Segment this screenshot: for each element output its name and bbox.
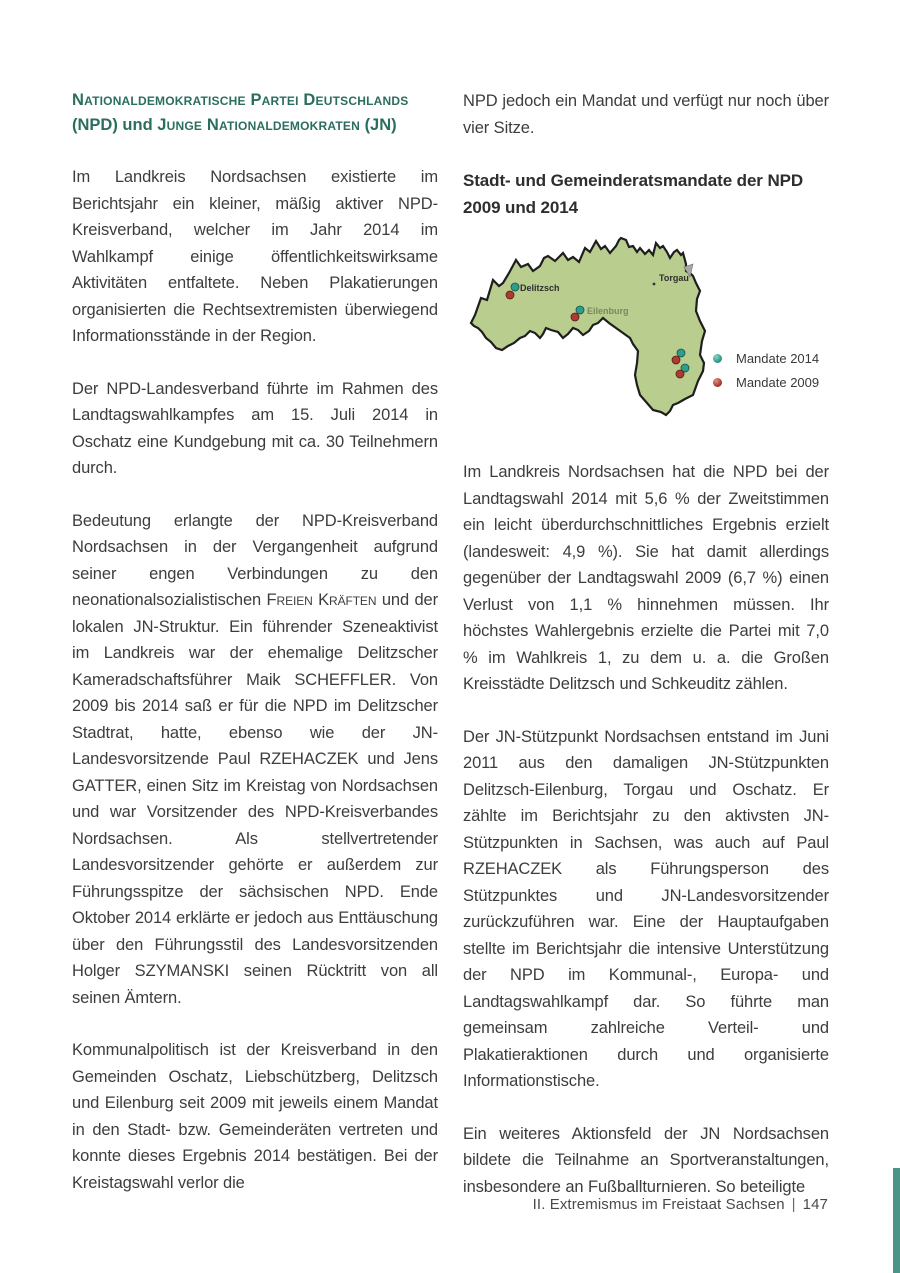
mandate-2009-dot-southeast-1 (672, 356, 680, 364)
nordsachsen-map (463, 231, 829, 443)
paragraph: NPD jedoch ein Mandat und verfügt nur noch über vier Sitze. (463, 92, 829, 137)
page-footer (72, 1196, 828, 1213)
mandate-2014-dot-delitzsch (511, 283, 519, 291)
paragraph: Ein weiteres Aktionsfeld der JN Nordsachsen bildete die Teilnahme an Sportveranstaltungen, insbesondere an Fußballturnieren. So beteiligte (463, 1124, 829, 1196)
paragraph (72, 508, 438, 1012)
mandate-2009-dot-southeast-2 (676, 370, 684, 378)
paragraph: Kommunalpolitisch ist der Kreisverband in den Gemeinden Oschatz, Liebschützberg, Delitzsch und Eilenburg seit 2009 mit jeweils einem Mandat in den Stadt- bzw. Gemeinderäten vertreten und konnte dieses Ergebnis 2014 bestätigen. Bei der Kreistagswahl verlor die (72, 1041, 438, 1192)
paragraph: Der NPD-Landesverband führte im Rahmen des Landtagswahlkampfes am 15. Juli 2014 in Oschatz eine Kundgebung mit ca. 30 Teilnehmern durch. (72, 379, 438, 477)
legend-label: Mandate 2009 (736, 375, 820, 390)
heading-youth-name: Junge Nationaldemokraten (157, 116, 360, 134)
page-edge-accent-bar (893, 1168, 900, 1273)
left-column (72, 164, 438, 1196)
mandate-2009-dot-eilenburg (571, 313, 579, 321)
paragraph-text: Bedeutung erlangte der NPD-Kreisverband Nordsachsen in der Vergangenheit aufgrund seiner engen Verbindungen zu den neonationalsozialistischen (72, 511, 438, 609)
legend-item-mandate-2014 (713, 351, 819, 366)
heading-party-name: Nationaldemokratische Partei Deutschlands (72, 91, 409, 109)
paragraph: Der JN-Stützpunkt Nordsachsen entstand im Juni 2011 aus den damaligen JN-Stützpunkten Delitzsch-Eilenburg, Torgau und Oschatz. Er zählte im Berichtsjahr zu den aktivsten JN-Stützpunkten in Sachsen, was auch auf Paul RZEHACZEK als Führungsperson des Stützpunktes und JN-Landesvorsitzender zurückzuführen war. Eine der Hauptaufgaben stellte im Berichtsjahr die intensive Unterstützung der NPD im Kommunal-, Europa- und Landtagswahlkampf dar. So führte man gemeinsam zahlreiche Verteil- und Plakatieraktionen durch und organisierte Informationstische. (463, 727, 829, 1090)
mandate-2014-dot-eilenburg (576, 306, 584, 314)
map-figure (463, 231, 829, 443)
footer-divider: | (791, 1196, 796, 1213)
paragraph-text: und der lokalen JN-Struktur. Ein führender Szeneaktivist im Landkreis war der ehemalige Delitzscher Kameradschaftsführer Maik SCHEFFLER. Von 2009 bis 2014 saß er für die NPD im Delitzscher Stadtrat, hatte, ebenso wie der JN-Landesvorsitzende Paul RZEHACZEK und Jens GATTER, einen Sitz im Kreistag von Nordsachsen und war Vorsitzender des NPD-Kreisverbandes Nordsachsen. Als stellvertretender Landesvorsitzender gehörte er außerdem zur Führungsspitze der sächsischen NPD. Ende Oktober 2014 erklärte er jedoch aus Enttäuschung über den Führungsstil des Landesvorsitzenden Holger SZYMANSKI seinen Rücktritt von all seinen Ämtern. (72, 591, 439, 1007)
legend-item-mandate-2009 (713, 375, 819, 390)
section-heading (72, 88, 452, 138)
paragraph: Im Landkreis Nordsachsen existierte im Berichtsjahr ein kleiner, mäßig aktiver NPD-Kreisverband, welcher im Jahr 2014 im Wahlkampf einige öffentlichkeitswirksame Aktivitäten entfaltete. Neben Plakatierungen organisierten die Rechtsextremisten überwiegend Informationsstände in der Region. (72, 168, 438, 345)
heading-party-abbr: (NPD) (72, 116, 118, 134)
mandate-2014-dot-southeast-1 (677, 349, 685, 357)
map-label-eilenburg: Eilenburg (587, 306, 629, 316)
torgau-marker (653, 283, 656, 286)
figure-heading: Stadt- und Gemeinderatsmandate der NPD 2009 und 2014 (463, 171, 804, 217)
district-shape (471, 238, 705, 415)
mandate-2009-legend-dot (713, 378, 722, 387)
heading-youth-abbr: (JN) (364, 116, 397, 134)
map-legend (713, 351, 819, 390)
footer-page-number: 147 (802, 1196, 828, 1213)
heading-conjunction: und (122, 116, 153, 134)
freie-kraefte-smallcaps: Freien Kräften (266, 591, 377, 609)
paragraph: Im Landkreis Nordsachsen hat die NPD bei der Landtagswahl 2014 mit 5,6 % der Zweitstimmen ein leicht überdurchschnittliches Ergebnis erzielt (landesweit: 4,9 %). Sie hat damit allerdings gegenüber der Landtagswahl 2009 (6,7 %) einen Verlust von 1,1 % hinnehmen müssen. Ihr höchstes Wahlergebnis erzielte die Partei mit 7,0 % im Wahlkreis 1, zu dem u. a. die Großen Kreisstädte Delitzsch und Schkeuditz zählen. (463, 463, 829, 693)
mandate-2009-dot-delitzsch (506, 291, 514, 299)
right-column (463, 88, 829, 1200)
map-label-delitzsch: Delitzsch (520, 283, 560, 293)
mandate-2014-legend-dot (713, 354, 722, 363)
footer-section-title: II. Extremismus im Freistaat Sachsen (532, 1196, 785, 1213)
map-label-torgau: Torgau (659, 273, 689, 283)
legend-label: Mandate 2014 (736, 351, 820, 366)
